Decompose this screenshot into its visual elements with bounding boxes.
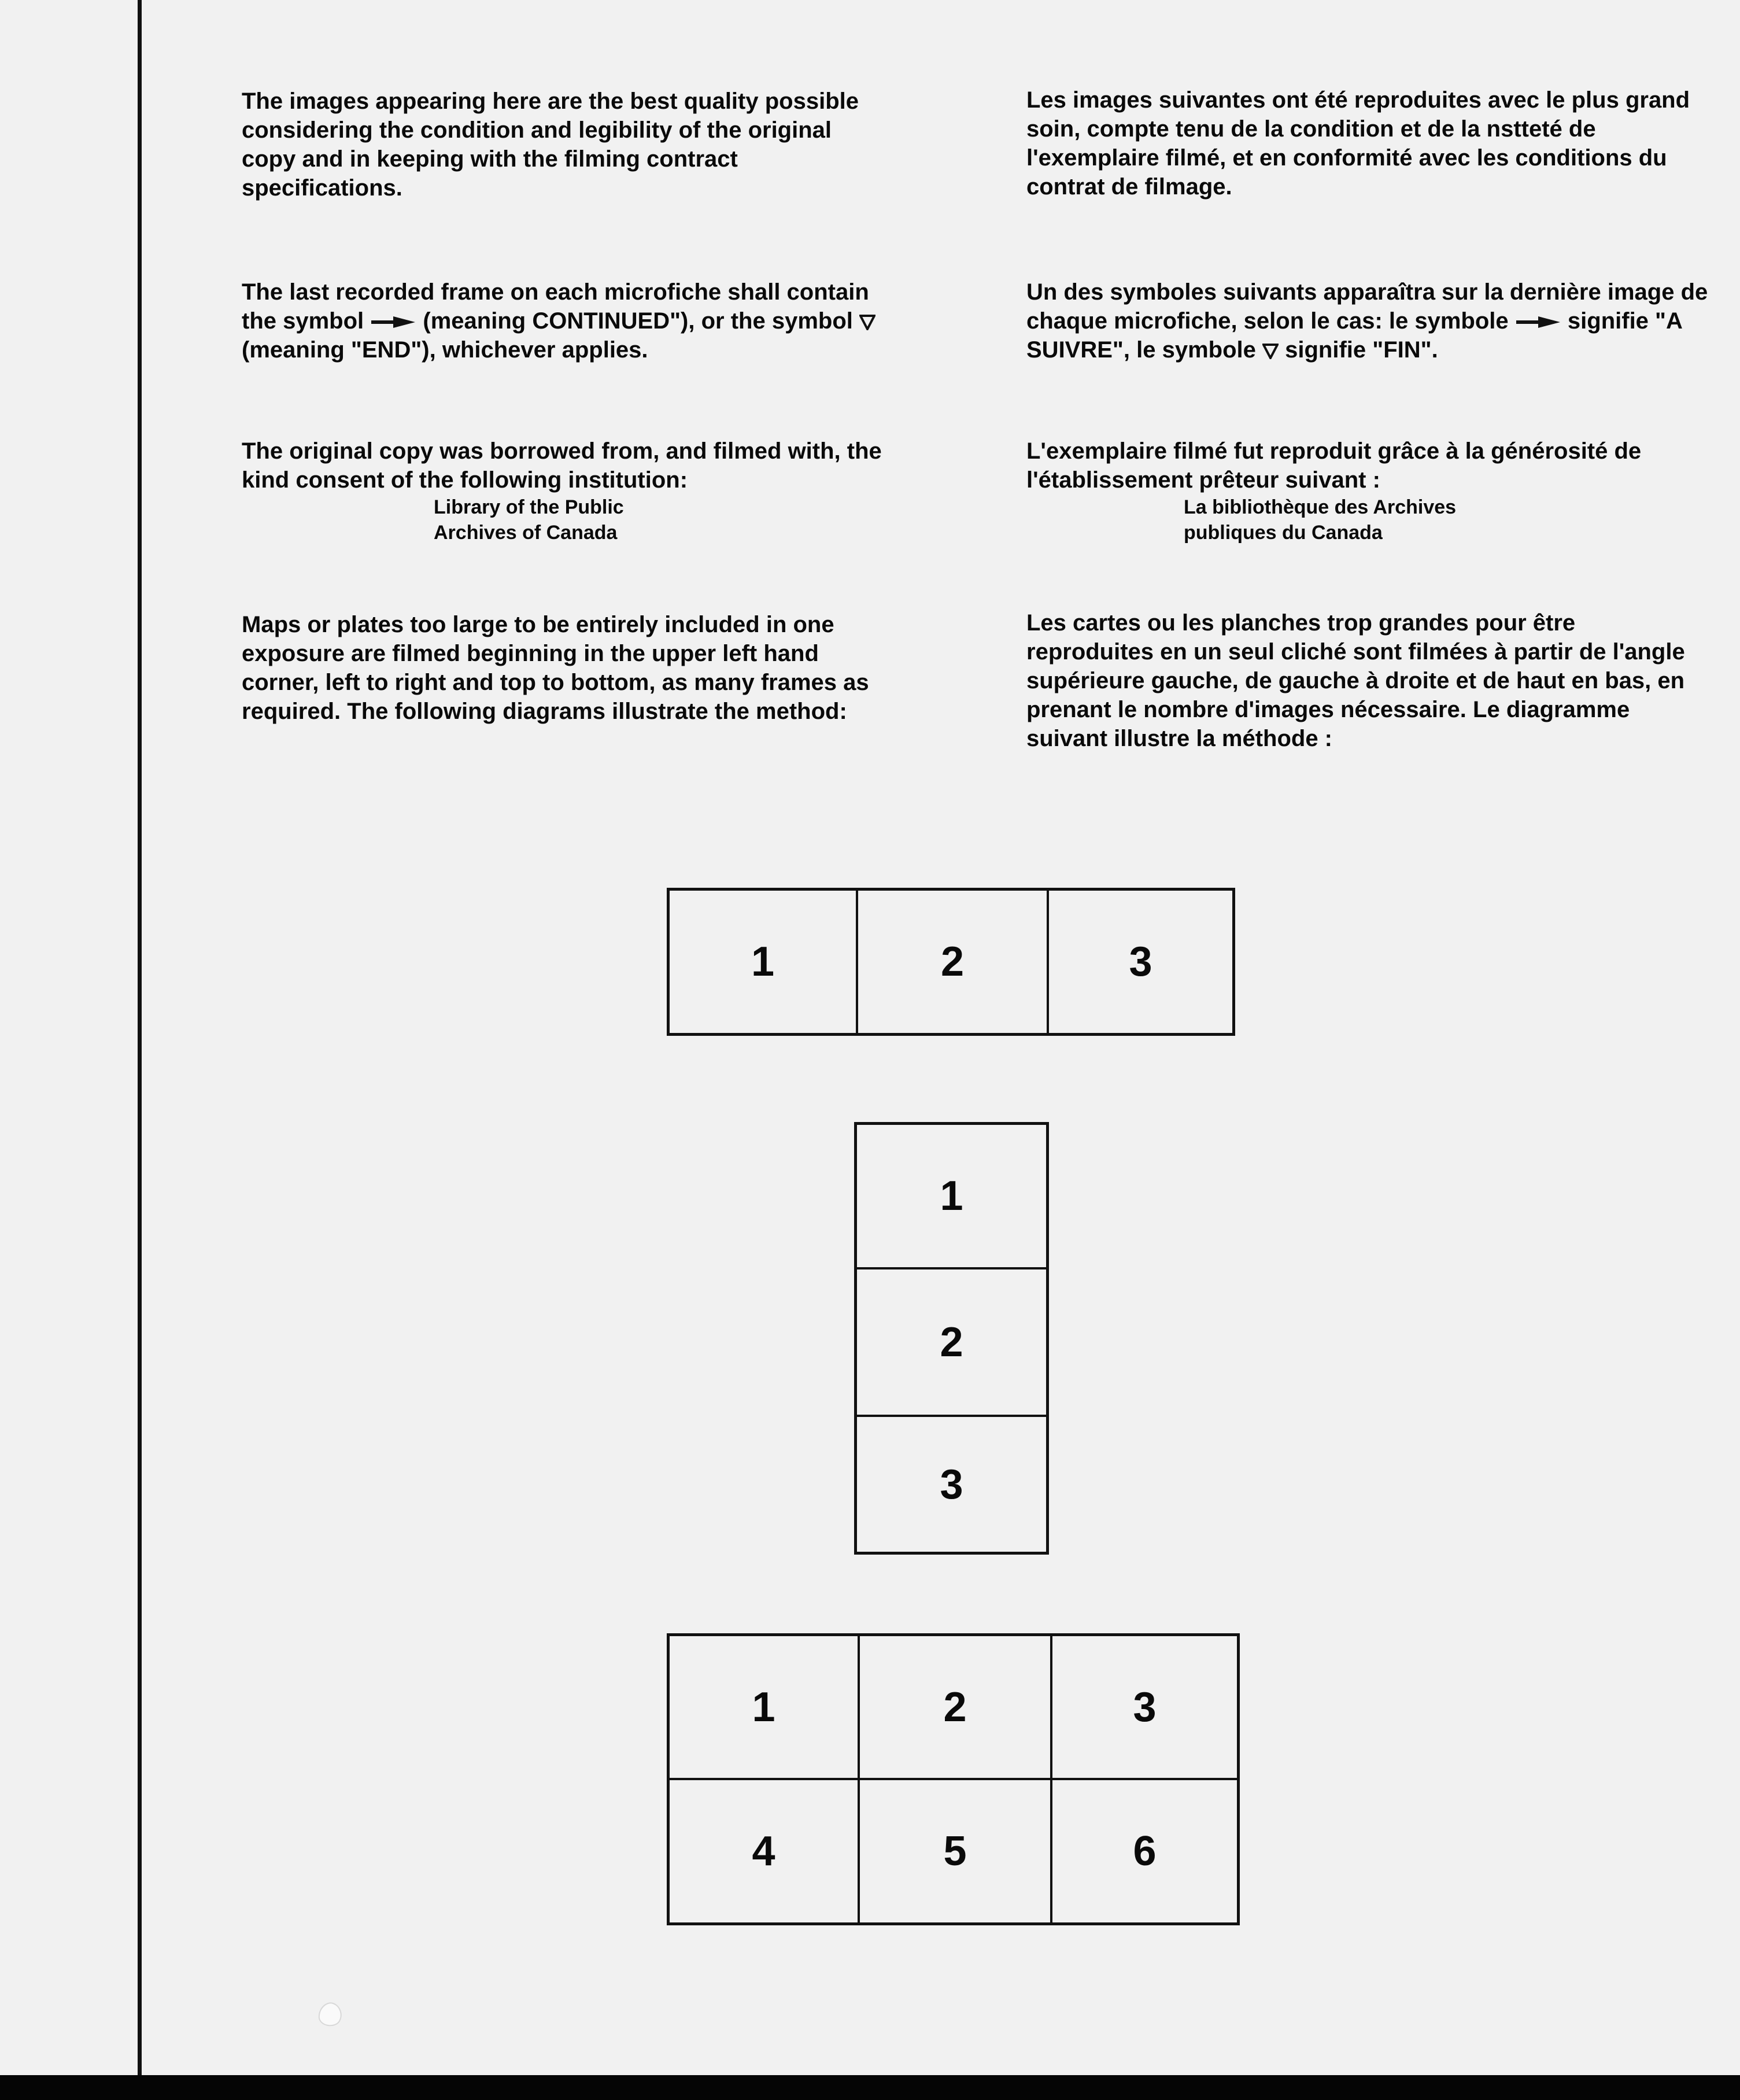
diagram-six-frame-grid xyxy=(667,1633,1240,1925)
bottom-film-border xyxy=(0,2075,1740,2100)
frame-cell: 2 xyxy=(857,1267,1046,1415)
diagram-vertical-three-frames xyxy=(854,1122,1049,1555)
diagram-horizontal-three-frames xyxy=(667,888,1235,1036)
english-library-line2: Archives of Canada xyxy=(434,522,618,544)
english-paragraph-institution: The original copy was borrowed from, and filmed with, the kind consent of the following institution: xyxy=(242,438,882,493)
frame-cell: 3 xyxy=(1047,891,1232,1033)
english-paragraph-method: Maps or plates too large to be entirely included in one exposure are filmed beginning in the upper left hand corner, left to right and top to bottom, as many frames as required. The following diagrams illustrate the method: xyxy=(242,612,869,724)
french-paragraph-quality: Les images suivantes ont été reproduites avec le plus grand soin, compte tenu de la condition et de la nstteté de l'exemplaire filmé, et en conformité avec les conditions du contrat de filmage. xyxy=(1026,87,1690,200)
english-institution-block xyxy=(242,437,884,545)
frame-cell: 2 xyxy=(858,1636,1050,1778)
english-paragraph-quality: The images appearing here are the best quality possible considering the condition and legibility of the original copy and in keeping with the filming contract specifications. xyxy=(242,88,859,201)
frame-cell: 3 xyxy=(857,1415,1046,1552)
english-symbol-text-c: or the symbol xyxy=(701,308,853,334)
french-library-line2: publiques du Canada xyxy=(1184,522,1383,544)
french-column xyxy=(1026,86,1709,201)
left-film-edge xyxy=(138,0,142,2076)
english-symbol-paragraph xyxy=(242,278,884,364)
french-symbol-text-b: signifie "A SUIVRE", le symbole xyxy=(1026,308,1682,363)
film-blemish xyxy=(313,1995,348,2030)
french-symbol-paragraph xyxy=(1026,278,1709,364)
french-method-block xyxy=(1026,608,1709,753)
english-symbol-text-b: (meaning CONTINUED"), xyxy=(423,308,695,334)
french-institution-block xyxy=(1026,437,1709,545)
frame-cell: 6 xyxy=(1050,1778,1237,1922)
french-library-line1: La bibliothèque des Archives xyxy=(1184,496,1457,518)
english-method-block xyxy=(242,610,884,726)
french-symbol-text-a: Un des symboles suivants apparaîtra sur la dernière image de chaque microfiche, selon le cas: le symbole xyxy=(1026,279,1708,334)
triangle-down-icon xyxy=(859,314,875,330)
frame-cell: 1 xyxy=(751,939,775,985)
frame-cell: 3 xyxy=(1050,1636,1237,1778)
arrow-right-icon xyxy=(1515,315,1561,329)
frame-cell: 1 xyxy=(940,1173,963,1219)
triangle-down-icon xyxy=(1262,343,1279,359)
french-symbol-text-c: signifie "FIN". xyxy=(1285,337,1438,363)
french-paragraph-method: Les cartes ou les planches trop grandes pour être reproduites en un seul cliché sont filmées à partir de l'angle supérieure gauche, de gauche à droite et de haut en bas, en prenant le nombre d'images nécessaire. Le diagramme suivant illustre la méthode : xyxy=(1026,610,1685,751)
english-symbol-text-a: The last recorded frame on each microfiche shall contain the symbol xyxy=(242,279,869,334)
french-paragraph-institution: L'exemplaire filmé fut reproduit grâce à la générosité de l'établissement prêteur suivant : xyxy=(1026,438,1642,493)
frame-cell: 5 xyxy=(858,1778,1050,1922)
frame-cell: 4 xyxy=(670,1778,858,1922)
frame-cell: 1 xyxy=(752,1684,775,1730)
english-column xyxy=(242,87,884,202)
frame-cell: 2 xyxy=(856,891,1047,1033)
arrow-right-icon xyxy=(370,315,416,329)
english-symbol-text-d: (meaning "END"), whichever applies. xyxy=(242,337,648,363)
english-library-line1: Library of the Public xyxy=(434,496,624,518)
